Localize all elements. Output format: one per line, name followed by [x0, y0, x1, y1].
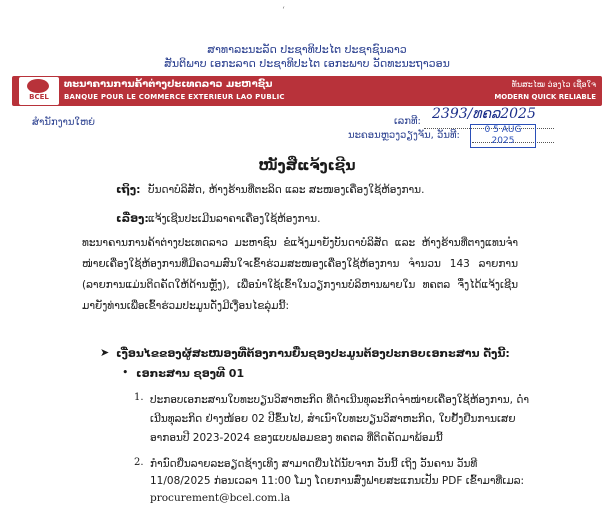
nation-motto-line1: ສາທາລະນະລັດ ປະຊາທິປະໄຕ ປະຊາຊົນລາວ: [207, 43, 407, 56]
sub-heading: ເອກະສານ ຊອງທີ 01: [136, 367, 245, 380]
logo-text: BCEL: [29, 93, 49, 101]
number-value: 2393/ທຄລ2025: [432, 106, 536, 122]
corner-mark: ʻ: [282, 6, 285, 16]
list-item: ປະກອບເອກະສານໃບທະບຽນວິສາຫະກິດ ທີ່ດໍາເນີນທຸລະກິດຈໍາໜ່າຍເຄື່ອງໃຊ້ຫ້ອງການ, ດໍາເນີນທຸລະກິດ ຢ່າງໜ້ອຍ 02 ປີຂຶ້ນໄປ, ສໍາເນົາໃບທະບຽນວິສາຫະກິດ, ໃບຢັ້ງຢືນການເສຍອາກອນປີ 2023-2024 ຂອງແບບຟອມຂອງ ທຄຕລ ທີ່ຕິດຄັດມາພ້ອມນີ້: [150, 394, 530, 444]
list-item: [150, 456, 540, 507]
dot-bullet-icon: •: [122, 366, 129, 379]
office-label: ສໍານັກງານໃຫຍ່: [32, 117, 96, 128]
subject-text: ແຈ້ງເຊີນປະເມີນລາຄາເຄື່ອງໃຊ້ຫ້ອງການ.: [148, 213, 321, 225]
section-heading: ເງື່ອນໄຂຂອງຜູ້ສະໜອງທີ່ຕ້ອງການຍື່ນຊອງປະມູນຕ້ອງປະກອບເອກະສານ ດັ່ງນີ້:: [116, 347, 510, 360]
slogan-en: MODERN QUICK RELIABLE: [494, 93, 596, 101]
intro-paragraph: ທະນາຄານການຄ້າຕ່າງປະເທດລາວ ມະຫາຊົນ ຂໍແຈ້ງມາຍັງບັນດາບໍລິສັດ ແລະ ຫ້າງຮ້ານທີ່ຕາງແທນຈໍາໜ່າຍເຄື່ອງໃຊ້ຫ້ອງການທີ່ມີຄວາມສົນໃຈເຂົ້າຮ່ວມສະໜອງເຄື່ອງໃຊ້ຫ້ອງການ ຈໍານວນ 143 ລາຍການ (ລາຍການແມ່ນຕິດຄັດໃຫ້ດ້ານຫຼັງ), ເພື່ອນໍາໃຊ້ເຂົ້າໃນວຽກງານບໍລິຫານພາຍໃນ ທຄຕລ ຈຶ່ງໄດ້ແຈ້ງເຊີນມາຍັງທ່ານເພື່ອເຂົ້າຮ່ວມປະມູນດັ່ງມີເງື່ອນໄຂລຸ່ມນີ້:: [82, 237, 518, 312]
slogan-lao: ທັນສະໄໝ ວ່ອງໄວ ເຊື່ອໃຈ: [511, 80, 596, 89]
email-link[interactable]: procurement@bcel.com.la: [150, 492, 291, 504]
bank-name-fr: BANQUE POUR LE COMMERCE EXTERIEUR LAO PUBLIC: [64, 93, 285, 101]
date-label: ນະຄອນຫຼວງວຽງຈັນ, ວັນທີ:: [348, 130, 460, 141]
bcel-logo-icon: [18, 76, 60, 106]
item-number: 1.: [134, 392, 144, 403]
subject-label: ເລື່ອງ:: [116, 212, 149, 225]
arrow-bullet-icon: ➤: [100, 346, 110, 359]
to-text: ບັນດາບໍລິສັດ, ຫ້າງຮ້ານທີ່ຕະລິດ ແລະ ສະໜອງເຄື່ອງໃຊ້ຫ້ອງການ.: [148, 184, 425, 196]
number-label: ເລກທີ:: [394, 116, 421, 127]
to-label: ເຖິງ:: [116, 183, 141, 196]
date-stamp: 0 5 AUG 2025: [470, 124, 536, 148]
list-item-text: ກໍານົດຍື່ນລາຍລະອຽດຊ້າງເທິງ ສາມາດຍື່ນໄດ້ນັບຈາກ ວັນນີ້ ເຖິງ ວັນຄານ ວັນທີ 11/08/2025 ກ່ອນເວລາ 11:00 ໂມງ ໂດຍການສົ່ງຟາຍສະແກນເປັນ PDF ເຂົ້າມາທີ່ເມລ:: [150, 458, 525, 487]
document-title: ໜັງສືແຈ້ງເຊີນ: [258, 158, 356, 174]
item-number: 2.: [134, 457, 144, 468]
nation-motto-line2: ສັນຕິພາບ ເອກະລາດ ປະຊາທິປະໄຕ ເອກະພາບ ວັດທະນະຖາວອນ: [164, 57, 450, 70]
bank-name-lao: ທະນາຄານການຄ້າຕ່າງປະເທດລາວ ມະຫາຊົນ: [64, 79, 273, 90]
